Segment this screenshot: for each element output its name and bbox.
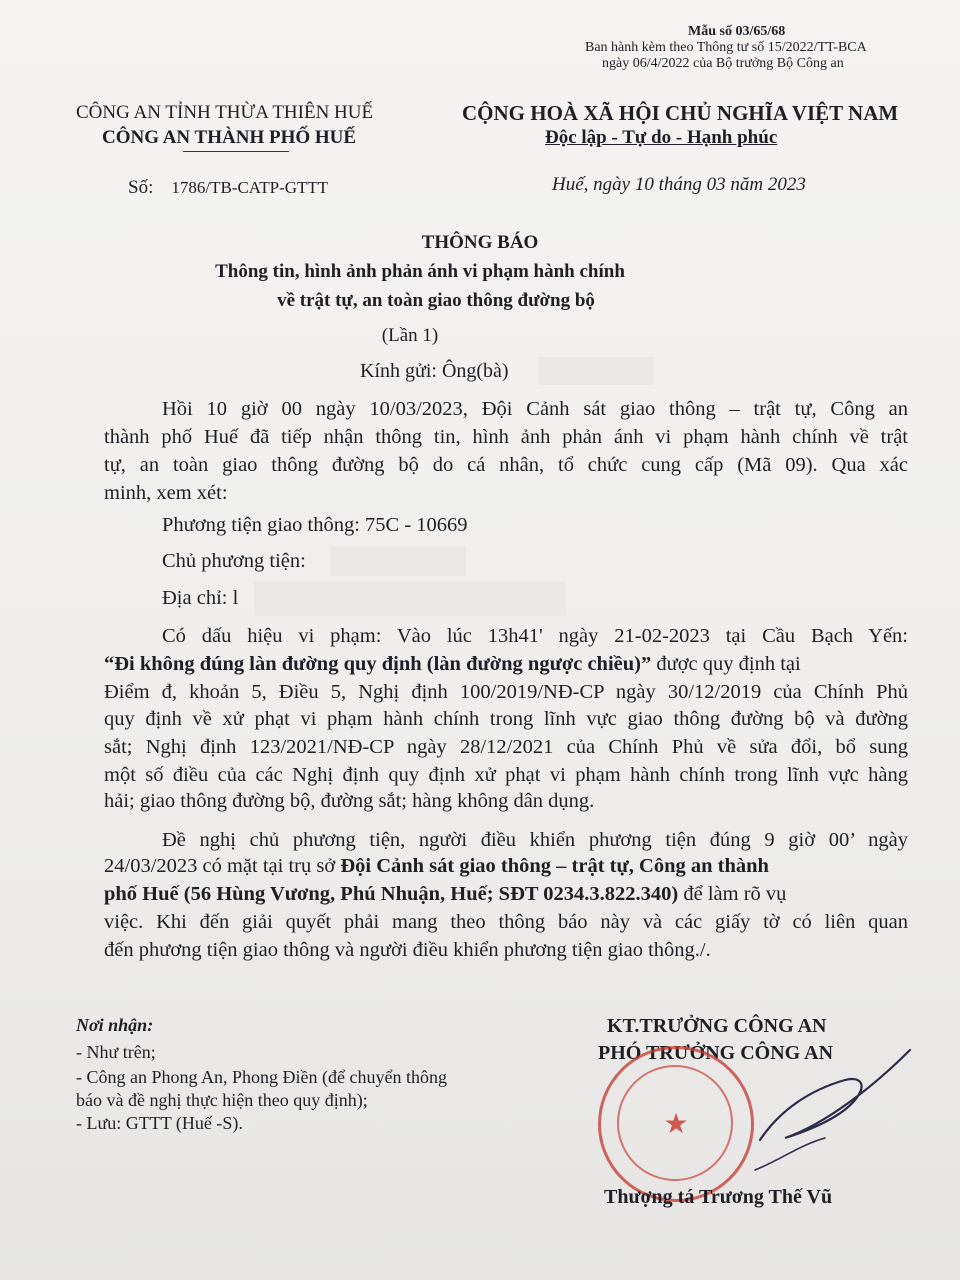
- signer-name: Thượng tá Trương Thế Vũ: [604, 1186, 833, 1208]
- owner-field: Chủ phương tiện:: [162, 550, 306, 572]
- national-motto: Độc lập - Tự do - Hạnh phúc: [545, 127, 778, 148]
- nation-title: CỘNG HOÀ XÃ HỘI CHỦ NGHĨA VIỆT NAM: [462, 101, 899, 125]
- seal-star-icon: ★: [663, 1109, 689, 1140]
- form-issued-line-1: Ban hành kèm theo Thông tư số 15/2022/TT-BCA: [585, 40, 867, 55]
- document-subtitle-2: về trật tự, an toàn giao thông đường bộ: [277, 290, 595, 311]
- request-address: phố Huế (56 Hùng Vương, Phú Nhuận, Huế; SĐT 0234.3.822.340): [104, 883, 679, 905]
- greeting: Kính gửi: Ông(bà): [360, 360, 509, 382]
- request-line-2: [104, 855, 769, 878]
- address-field: Địa chỉ: l: [162, 587, 239, 609]
- para1-line-3: tự, an toàn giao thông đường bộ do cá nhân, tổ chức cung cấp (Mã 09). Qua xác: [104, 454, 908, 476]
- request-line-2-a: 24/03/2023 có mặt tại trụ sở: [104, 855, 341, 877]
- recipient-item: báo và đề nghị thực hiện theo quy định);: [76, 1090, 368, 1110]
- redacted-owner: [330, 546, 466, 576]
- recipient-item: - Như trên;: [76, 1042, 156, 1062]
- violation-line-3: Điểm đ, khoản 5, Điều 5, Nghị định 100/2019/NĐ-CP ngày 30/12/2019 của Chính Phủ: [104, 681, 908, 703]
- document-number-value: 1786/TB-CATP-GTTT: [171, 178, 329, 197]
- request-line-1: Đề nghị chủ phương tiện, người điều khiển phương tiện đúng 9 giờ 00’ ngày: [162, 829, 908, 851]
- document-number: [128, 177, 328, 199]
- request-line-3-b: để làm rõ vụ: [678, 883, 787, 905]
- agency-parent: CÔNG AN TỈNH THỪA THIÊN HUẾ: [76, 102, 374, 123]
- violation-line-6: một số điều của các Nghị định quy định xử phạt vi phạm hành chính trong lĩnh vực hàng: [104, 764, 908, 786]
- vehicle-field: Phương tiện giao thông: 75C - 10669: [162, 514, 468, 536]
- para1-line-2: thành phố Huế đã tiếp nhận thông tin, hình ảnh phản ánh vi phạm hành chính về trật: [104, 426, 908, 448]
- document-title: THÔNG BÁO: [421, 232, 539, 253]
- request-unit: Đội Cảnh sát giao thông – trật tự, Công an thành: [340, 855, 769, 877]
- redacted-address: [254, 582, 566, 616]
- request-line-3: [104, 883, 786, 906]
- place-date: Huế, ngày 10 tháng 03 năm 2023: [552, 174, 806, 195]
- violation-line-7: hải; giao thông đường bộ, đường sắt; hàng không dân dụng.: [104, 790, 595, 812]
- recipient-item: - Công an Phong An, Phong Điền (để chuyển thông: [76, 1067, 447, 1087]
- violation-line-1: Có dấu hiệu vi phạm: Vào lúc 13h41' ngày 21-02-2023 tại Cầu Bạch Yến:: [162, 625, 908, 647]
- violation-line-5: sắt; Nghị định 123/2021/NĐ-CP ngày 28/12/2021 của Chính Phủ về sửa đổi, bổ sung: [104, 736, 908, 758]
- notice-times: (Lần 1): [381, 325, 439, 346]
- document-number-label: Số:: [128, 177, 154, 198]
- request-line-5: đến phương tiện giao thông và người điều khiển phương tiện giao thông./.: [104, 939, 711, 961]
- recipient-item: - Lưu: GTTT (Huế -S).: [76, 1113, 243, 1133]
- signature-title-2: PHÓ TRƯỞNG CÔNG AN: [598, 1042, 834, 1064]
- para1-line-4: minh, xem xét:: [104, 482, 228, 504]
- agency-underline: [183, 151, 289, 152]
- official-seal: [598, 1046, 754, 1202]
- recipients-title: Nơi nhận:: [76, 1015, 154, 1035]
- document-subtitle-1: Thông tin, hình ảnh phản ánh vi phạm hành chính: [215, 261, 625, 282]
- violation-line-2-rest: được quy định tại: [651, 653, 801, 675]
- violation-quote: “Đi không đúng làn đường quy định (làn đường ngược chiều)”: [104, 653, 652, 675]
- form-number: Mẫu số 03/65/68: [688, 24, 786, 39]
- violation-line-4: quy định về xử phạt vi phạm hành chính trong lĩnh vực giao thông đường bộ và đường: [104, 708, 908, 730]
- signature-title-1: KT.TRƯỞNG CÔNG AN: [607, 1015, 827, 1037]
- request-line-4: việc. Khi đến giải quyết phải mang theo thông báo này và các giấy tờ có liên quan: [104, 911, 908, 933]
- violation-line-2: [104, 653, 908, 676]
- redacted-name: [538, 357, 654, 385]
- agency-name: CÔNG AN THÀNH PHỐ HUẾ: [102, 127, 357, 148]
- form-issued-line-2: ngày 06/4/2022 của Bộ trưởng Bộ Công an: [602, 56, 844, 71]
- para1-line-1: Hồi 10 giờ 00 ngày 10/03/2023, Đội Cảnh sát giao thông – trật tự, Công an: [162, 398, 908, 420]
